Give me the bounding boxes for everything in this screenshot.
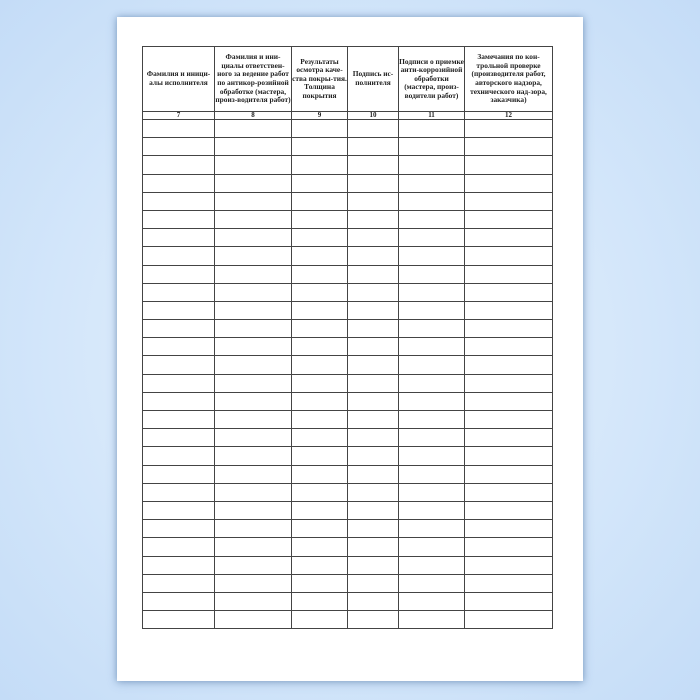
table-cell [143, 374, 215, 392]
table-cell [348, 138, 399, 156]
table-cell [215, 447, 292, 465]
table-cell [215, 465, 292, 483]
table-cell [292, 574, 348, 592]
table-row [143, 210, 553, 228]
table-cell [143, 411, 215, 429]
table-cell [348, 556, 399, 574]
table-cell [348, 192, 399, 210]
table-cell [348, 320, 399, 338]
column-number-10: 10 [348, 112, 399, 120]
table-row [143, 592, 553, 610]
table-cell [465, 301, 553, 319]
table-row [143, 320, 553, 338]
table-row [143, 247, 553, 265]
table-cell [465, 356, 553, 374]
table-cell [465, 374, 553, 392]
table-cell [215, 574, 292, 592]
table-row [143, 611, 553, 629]
column-header-9: Результаты осмотра каче-ства покры-тия. Толщина покрытия [292, 47, 348, 112]
table-cell [292, 301, 348, 319]
table-row [143, 501, 553, 519]
table-cell [465, 611, 553, 629]
table-cell [143, 301, 215, 319]
table-row [143, 374, 553, 392]
table-cell [465, 120, 553, 138]
table-cell [465, 229, 553, 247]
table-cell [348, 283, 399, 301]
table-cell [465, 283, 553, 301]
table-row [143, 138, 553, 156]
table-cell [399, 556, 465, 574]
table-cell [143, 483, 215, 501]
table-row [143, 392, 553, 410]
table-row [143, 120, 553, 138]
table-cell [292, 611, 348, 629]
column-header-7: Фамилия и иници-алы исполнителя [143, 47, 215, 112]
table-row [143, 538, 553, 556]
table-cell [143, 120, 215, 138]
table-row [143, 483, 553, 501]
table-cell [399, 611, 465, 629]
table-cell [399, 392, 465, 410]
table-cell [399, 520, 465, 538]
document-page [117, 17, 583, 681]
table-cell [292, 556, 348, 574]
table-cell [215, 538, 292, 556]
table-cell [143, 429, 215, 447]
table-cell [399, 210, 465, 228]
table-cell [399, 356, 465, 374]
table-cell [292, 247, 348, 265]
table-cell [292, 156, 348, 174]
table-cell [348, 356, 399, 374]
table-cell [399, 192, 465, 210]
table-cell [399, 501, 465, 519]
table-cell [143, 447, 215, 465]
table-cell [399, 574, 465, 592]
table-cell [215, 501, 292, 519]
table-cell [292, 447, 348, 465]
table-cell [143, 283, 215, 301]
table-cell [465, 192, 553, 210]
table-cell [348, 501, 399, 519]
table-cell [348, 392, 399, 410]
table-cell [215, 429, 292, 447]
table-cell [292, 210, 348, 228]
table-cell [465, 447, 553, 465]
column-number-9: 9 [292, 112, 348, 120]
table-row [143, 229, 553, 247]
table-row [143, 574, 553, 592]
table-cell [215, 138, 292, 156]
table-cell [143, 356, 215, 374]
table-cell [348, 538, 399, 556]
table-cell [215, 265, 292, 283]
table-cell [465, 465, 553, 483]
table-cell [215, 356, 292, 374]
table-row [143, 429, 553, 447]
table-cell [292, 411, 348, 429]
table-cell [465, 520, 553, 538]
table-cell [399, 320, 465, 338]
table-cell [348, 465, 399, 483]
table-cell [399, 338, 465, 356]
table-cell [348, 229, 399, 247]
table-row [143, 192, 553, 210]
table-cell [399, 592, 465, 610]
table-row [143, 265, 553, 283]
table-cell [399, 247, 465, 265]
table-cell [292, 174, 348, 192]
table-cell [399, 301, 465, 319]
table-cell [399, 483, 465, 501]
table-cell [215, 520, 292, 538]
table-cell [215, 283, 292, 301]
column-header-8: Фамилия и ини-циалы ответствен-ного за ведение работ по антикор-розийной обработке (мастера, произ-водителя работ) [215, 47, 292, 112]
table-row [143, 465, 553, 483]
table-cell [143, 320, 215, 338]
table-cell [348, 120, 399, 138]
table-cell [465, 556, 553, 574]
table-cell [215, 592, 292, 610]
table-cell [143, 538, 215, 556]
table-cell [399, 538, 465, 556]
table-cell [292, 429, 348, 447]
table-cell [292, 120, 348, 138]
table-cell [399, 465, 465, 483]
table-cell [348, 592, 399, 610]
table-cell [348, 265, 399, 283]
table-cell [465, 501, 553, 519]
table-cell [143, 247, 215, 265]
table-cell [465, 265, 553, 283]
table-cell [399, 138, 465, 156]
table-cell [348, 520, 399, 538]
table-cell [143, 138, 215, 156]
table-cell [399, 156, 465, 174]
column-header-10: Подпись ис-полнителя [348, 47, 399, 112]
table-cell [143, 392, 215, 410]
column-header-11: Подписи о приемке анти-коррозийной обработки (мастера, произ-водители работ) [399, 47, 465, 112]
table-cell [143, 156, 215, 174]
table-cell [143, 192, 215, 210]
table-cell [348, 156, 399, 174]
table-cell [465, 574, 553, 592]
table-cell [292, 338, 348, 356]
table-cell [465, 429, 553, 447]
table-cell [465, 210, 553, 228]
table-cell [292, 192, 348, 210]
table-cell [215, 374, 292, 392]
table-cell [348, 411, 399, 429]
table-cell [465, 483, 553, 501]
table-cell [292, 138, 348, 156]
table-cell [399, 374, 465, 392]
table-cell [292, 283, 348, 301]
table-cell [292, 392, 348, 410]
table-cell [348, 429, 399, 447]
column-number-12: 12 [465, 112, 553, 120]
table-row [143, 356, 553, 374]
table-cell [143, 338, 215, 356]
table-cell [465, 247, 553, 265]
journal-table [142, 46, 553, 629]
table-cell [399, 447, 465, 465]
table-cell [292, 501, 348, 519]
table-cell [215, 192, 292, 210]
table-cell [292, 483, 348, 501]
table-row [143, 301, 553, 319]
table-cell [465, 411, 553, 429]
table-cell [399, 265, 465, 283]
table-cell [143, 611, 215, 629]
table-cell [399, 411, 465, 429]
table-cell [143, 592, 215, 610]
table-cell [292, 320, 348, 338]
column-number-8: 8 [215, 112, 292, 120]
table-cell [348, 447, 399, 465]
table-cell [215, 411, 292, 429]
table-cell [215, 392, 292, 410]
table-cell [465, 174, 553, 192]
table-cell [292, 229, 348, 247]
table-row [143, 338, 553, 356]
table-cell [292, 520, 348, 538]
table-cell [465, 392, 553, 410]
table-cell [399, 174, 465, 192]
table-cell [348, 174, 399, 192]
table-cell [215, 229, 292, 247]
table-row [143, 283, 553, 301]
table-cell [215, 120, 292, 138]
table-cell [143, 465, 215, 483]
table-cell [465, 538, 553, 556]
table-row [143, 447, 553, 465]
table-cell [143, 501, 215, 519]
table-cell [465, 138, 553, 156]
table-cell [215, 210, 292, 228]
table-cell [465, 592, 553, 610]
table-cell [465, 156, 553, 174]
table-cell [215, 483, 292, 501]
table-cell [292, 356, 348, 374]
table-cell [399, 429, 465, 447]
table-row [143, 174, 553, 192]
journal-body [143, 120, 553, 629]
table-cell [348, 338, 399, 356]
table-cell [348, 210, 399, 228]
table-cell [215, 556, 292, 574]
header-row [143, 47, 553, 112]
table-cell [399, 120, 465, 138]
table-cell [348, 301, 399, 319]
table-cell [292, 592, 348, 610]
table-cell [348, 247, 399, 265]
table-cell [215, 301, 292, 319]
column-number-row [143, 112, 553, 120]
table-cell [348, 574, 399, 592]
table-cell [143, 574, 215, 592]
table-cell [292, 465, 348, 483]
table-row [143, 411, 553, 429]
table-cell [143, 556, 215, 574]
table-cell [465, 320, 553, 338]
table-cell [399, 283, 465, 301]
table-cell [215, 320, 292, 338]
table-cell [143, 210, 215, 228]
table-cell [215, 156, 292, 174]
table-cell [143, 229, 215, 247]
table-cell [143, 520, 215, 538]
table-cell [292, 374, 348, 392]
table-row [143, 156, 553, 174]
table-cell [348, 374, 399, 392]
table-row [143, 556, 553, 574]
table-cell [215, 174, 292, 192]
table-cell [215, 611, 292, 629]
table-cell [348, 483, 399, 501]
column-number-7: 7 [143, 112, 215, 120]
table-cell [143, 265, 215, 283]
table-cell [143, 174, 215, 192]
column-number-11: 11 [399, 112, 465, 120]
table-cell [465, 338, 553, 356]
table-row [143, 520, 553, 538]
column-header-12: Замечания по кон-трольной проверке (производителя работ, авторского надзора, технического над-зора, заказчика) [465, 47, 553, 112]
table-cell [292, 265, 348, 283]
table-cell [215, 247, 292, 265]
table-cell [215, 338, 292, 356]
table-cell [292, 538, 348, 556]
table-cell [348, 611, 399, 629]
table-cell [399, 229, 465, 247]
